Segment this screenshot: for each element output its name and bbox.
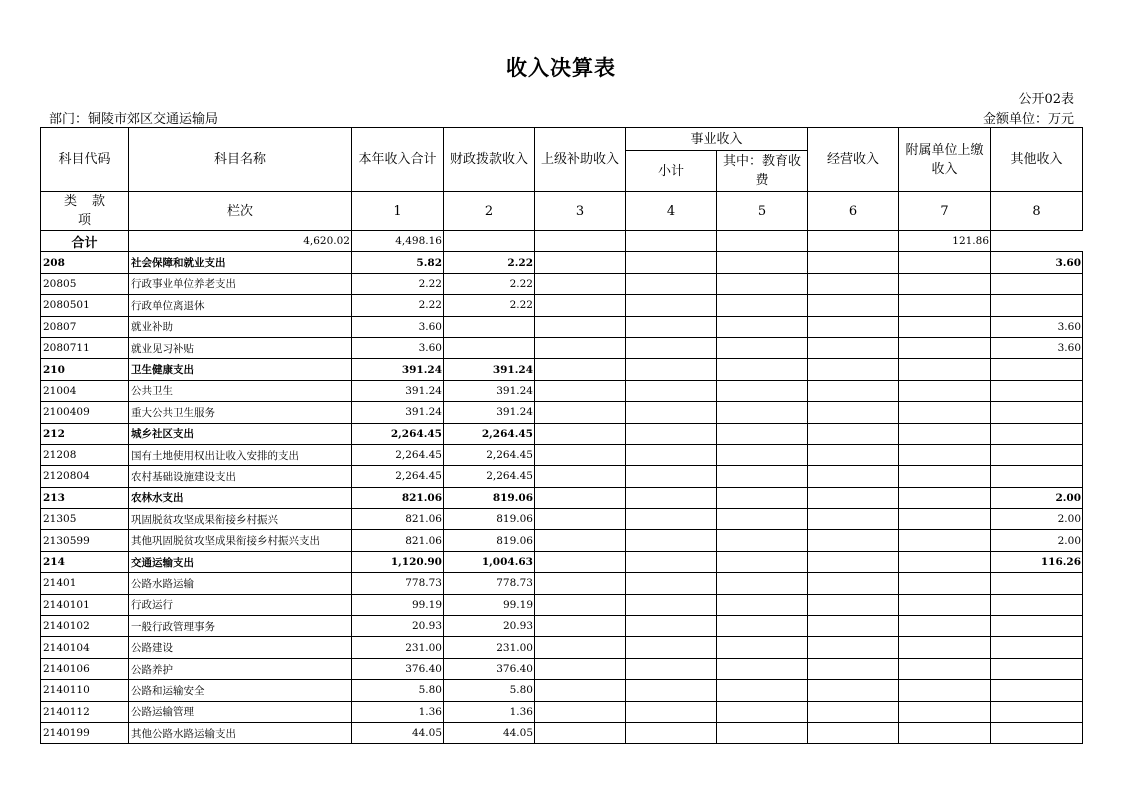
subject-name: 公路运输管理 [129, 701, 352, 722]
subject-name: 重大公共卫生服务 [129, 402, 352, 423]
empty-cell [535, 573, 626, 594]
subject-code: 213 [41, 487, 129, 508]
empty-cell [899, 573, 991, 594]
total-fiscal-value: 4,498.16 [352, 231, 444, 252]
subject-name: 其他巩固脱贫攻坚成果衔接乡村振兴支出 [129, 530, 352, 551]
empty-cell [808, 295, 899, 316]
fiscal-value: 2.22 [444, 295, 535, 316]
total-value: 44.05 [352, 722, 444, 743]
fiscal-value: 44.05 [444, 722, 535, 743]
empty-cell [808, 466, 899, 487]
fiscal-value: 819.06 [444, 509, 535, 530]
total-value: 2,264.45 [352, 423, 444, 444]
empty-cell [626, 466, 717, 487]
empty-cell [808, 551, 899, 572]
empty-cell [808, 658, 899, 679]
subject-code: 2080501 [41, 295, 129, 316]
empty-cell [899, 487, 991, 508]
total-other-value: 121.86 [899, 231, 991, 252]
empty-cell [626, 551, 717, 572]
table-row [41, 273, 1083, 294]
other-value [991, 680, 1083, 701]
table-row [41, 530, 1083, 551]
empty-cell [899, 551, 991, 572]
total-value: 231.00 [352, 637, 444, 658]
empty-cell [808, 252, 899, 273]
empty-cell [535, 402, 626, 423]
fiscal-value [444, 337, 535, 358]
empty-cell [535, 701, 626, 722]
empty-cell [535, 637, 626, 658]
other-value: 2.00 [991, 509, 1083, 530]
total-value: 391.24 [352, 402, 444, 423]
table-row [41, 701, 1083, 722]
fiscal-value: 1,004.63 [444, 551, 535, 572]
empty-cell [808, 231, 899, 252]
empty-cell [535, 594, 626, 615]
subject-code: 208 [41, 252, 129, 273]
empty-cell [808, 380, 899, 401]
subject-code: 2140102 [41, 616, 129, 637]
empty-cell [808, 359, 899, 380]
total-value: 778.73 [352, 573, 444, 594]
header-col6: 6 [808, 192, 899, 231]
empty-cell [626, 273, 717, 294]
empty-cell [626, 402, 717, 423]
header-fiscal: 财政拨款收入 [444, 128, 535, 192]
fiscal-value: 2.22 [444, 273, 535, 294]
empty-cell [899, 680, 991, 701]
empty-cell [899, 530, 991, 551]
empty-cell [535, 466, 626, 487]
other-value: 116.26 [991, 551, 1083, 572]
fiscal-value: 376.40 [444, 658, 535, 679]
header-col1: 1 [352, 192, 444, 231]
subject-name: 公路水路运输 [129, 573, 352, 594]
subject-code: 2100409 [41, 402, 129, 423]
empty-cell [717, 423, 808, 444]
empty-cell [717, 509, 808, 530]
subject-code: 21004 [41, 380, 129, 401]
other-value [991, 637, 1083, 658]
empty-cell [444, 231, 535, 252]
header-col5: 5 [717, 192, 808, 231]
empty-cell [717, 295, 808, 316]
empty-cell [535, 380, 626, 401]
header-category-cells [41, 192, 129, 231]
other-value [991, 701, 1083, 722]
table-row [41, 316, 1083, 337]
empty-cell [626, 359, 717, 380]
subject-code: 210 [41, 359, 129, 380]
table-row [41, 359, 1083, 380]
empty-cell [717, 616, 808, 637]
subject-code: 2140106 [41, 658, 129, 679]
empty-cell [626, 295, 717, 316]
total-value: 391.24 [352, 359, 444, 380]
header-kuan: 款 [91, 194, 105, 209]
other-value [991, 594, 1083, 615]
empty-cell [899, 359, 991, 380]
empty-cell [626, 637, 717, 658]
empty-cell [717, 658, 808, 679]
subject-name: 公路和运输安全 [129, 680, 352, 701]
header-lei: 类 [63, 194, 77, 209]
other-value: 3.60 [991, 252, 1083, 273]
empty-cell [717, 680, 808, 701]
table-row [41, 722, 1083, 743]
total-value: 1.36 [352, 701, 444, 722]
empty-cell [717, 637, 808, 658]
empty-cell [717, 380, 808, 401]
total-value: 5.80 [352, 680, 444, 701]
fiscal-value: 2.22 [444, 252, 535, 273]
total-value: 821.06 [352, 487, 444, 508]
table-row [41, 594, 1083, 615]
fiscal-value: 2,264.45 [444, 444, 535, 465]
empty-cell [808, 337, 899, 358]
empty-cell [808, 637, 899, 658]
empty-cell [899, 252, 991, 273]
empty-cell [535, 316, 626, 337]
empty-cell [899, 637, 991, 658]
empty-cell [626, 252, 717, 273]
subject-code: 20807 [41, 316, 129, 337]
empty-cell [808, 573, 899, 594]
other-value [991, 295, 1083, 316]
empty-cell [808, 316, 899, 337]
empty-cell [717, 402, 808, 423]
header-name: 科目名称 [129, 128, 352, 192]
table-row [41, 551, 1083, 572]
empty-cell [535, 487, 626, 508]
table-row [41, 466, 1083, 487]
subject-name: 国有土地使用权出让收入安排的支出 [129, 444, 352, 465]
other-value [991, 444, 1083, 465]
page-title: 收入决算表 [506, 55, 616, 80]
other-value: 3.60 [991, 316, 1083, 337]
header-code: 科目代码 [41, 128, 129, 192]
total-income-value: 4,620.02 [129, 231, 352, 252]
subject-name: 卫生健康支出 [129, 359, 352, 380]
total-value: 2,264.45 [352, 444, 444, 465]
empty-cell [717, 594, 808, 615]
header-operating: 经营收入 [808, 128, 899, 192]
empty-cell [626, 380, 717, 401]
subject-name: 农村基础设施建设支出 [129, 466, 352, 487]
table-row [41, 444, 1083, 465]
fiscal-value: 778.73 [444, 573, 535, 594]
subject-code: 214 [41, 551, 129, 572]
total-value: 376.40 [352, 658, 444, 679]
empty-cell [808, 273, 899, 294]
empty-cell [899, 594, 991, 615]
header-col8: 8 [991, 192, 1083, 231]
unit-label: 金额单位：万元 [982, 112, 1074, 127]
table-row [41, 252, 1083, 273]
table-row [41, 487, 1083, 508]
total-value: 821.06 [352, 530, 444, 551]
header-affiliated: 附属单位上缴收入 [899, 128, 991, 192]
empty-cell [899, 316, 991, 337]
subject-code: 21401 [41, 573, 129, 594]
total-label: 合计 [41, 231, 129, 252]
empty-cell [535, 337, 626, 358]
table-row [41, 337, 1083, 358]
other-value: 2.00 [991, 530, 1083, 551]
empty-cell [626, 231, 717, 252]
subject-code: 2080711 [41, 337, 129, 358]
subject-name: 农林水支出 [129, 487, 352, 508]
fiscal-value: 2,264.45 [444, 466, 535, 487]
total-value: 3.60 [352, 316, 444, 337]
header-superior: 上级补助收入 [535, 128, 626, 192]
table-row [41, 658, 1083, 679]
empty-cell [535, 680, 626, 701]
total-value: 1,120.90 [352, 551, 444, 572]
subject-name: 城乡社区支出 [129, 423, 352, 444]
empty-cell [535, 530, 626, 551]
fiscal-value: 231.00 [444, 637, 535, 658]
total-value: 391.24 [352, 380, 444, 401]
empty-cell [535, 509, 626, 530]
total-value: 2,264.45 [352, 466, 444, 487]
empty-cell [717, 722, 808, 743]
subject-code: 212 [41, 423, 129, 444]
fiscal-value: 1.36 [444, 701, 535, 722]
empty-cell [626, 530, 717, 551]
subject-code: 2140110 [41, 680, 129, 701]
header-col3: 3 [535, 192, 626, 231]
empty-cell [626, 337, 717, 358]
header-other: 其他收入 [991, 128, 1083, 192]
total-row [41, 231, 1083, 252]
form-number: 公开02表 [1018, 92, 1074, 107]
subject-name: 交通运输支出 [129, 551, 352, 572]
total-value: 5.82 [352, 252, 444, 273]
total-value: 2.22 [352, 273, 444, 294]
empty-cell [808, 509, 899, 530]
subject-code: 2130599 [41, 530, 129, 551]
empty-cell [899, 402, 991, 423]
fiscal-value: 5.80 [444, 680, 535, 701]
empty-cell [626, 722, 717, 743]
empty-cell [535, 444, 626, 465]
empty-cell [717, 316, 808, 337]
fiscal-value: 819.06 [444, 530, 535, 551]
fiscal-value: 391.24 [444, 402, 535, 423]
empty-cell [535, 231, 626, 252]
empty-cell [899, 444, 991, 465]
empty-cell [626, 658, 717, 679]
empty-cell [899, 337, 991, 358]
fiscal-value: 391.24 [444, 359, 535, 380]
empty-cell [626, 573, 717, 594]
empty-cell [899, 658, 991, 679]
subject-code: 21208 [41, 444, 129, 465]
empty-cell [626, 423, 717, 444]
subject-name: 巩固脱贫攻坚成果衔接乡村振兴 [129, 509, 352, 530]
subject-name: 就业补助 [129, 316, 352, 337]
income-table [40, 127, 1083, 744]
total-value: 821.06 [352, 509, 444, 530]
empty-cell [808, 530, 899, 551]
subject-name: 行政运行 [129, 594, 352, 615]
other-value [991, 423, 1083, 444]
empty-cell [717, 573, 808, 594]
subject-code: 2140112 [41, 701, 129, 722]
table-row [41, 295, 1083, 316]
fiscal-value: 99.19 [444, 594, 535, 615]
other-value [991, 380, 1083, 401]
empty-cell [808, 423, 899, 444]
empty-cell [899, 466, 991, 487]
empty-cell [717, 444, 808, 465]
subject-name: 社会保障和就业支出 [129, 252, 352, 273]
empty-cell [626, 509, 717, 530]
empty-cell [899, 722, 991, 743]
subject-code: 20805 [41, 273, 129, 294]
empty-cell [535, 295, 626, 316]
empty-cell [626, 594, 717, 615]
other-value [991, 658, 1083, 679]
empty-cell [535, 722, 626, 743]
other-value [991, 722, 1083, 743]
empty-cell [626, 701, 717, 722]
header-lanci: 栏次 [129, 192, 352, 231]
header-col7: 7 [899, 192, 991, 231]
empty-cell [717, 337, 808, 358]
empty-cell [899, 509, 991, 530]
fiscal-value: 20.93 [444, 616, 535, 637]
empty-cell [899, 295, 991, 316]
empty-cell [717, 359, 808, 380]
subject-code: 2120804 [41, 466, 129, 487]
subject-name: 其他公路水路运输支出 [129, 722, 352, 743]
other-value: 3.60 [991, 337, 1083, 358]
empty-cell [626, 616, 717, 637]
total-value: 2.22 [352, 295, 444, 316]
header-col2: 2 [444, 192, 535, 231]
empty-cell [717, 231, 808, 252]
table-row [41, 573, 1083, 594]
subject-code: 2140199 [41, 722, 129, 743]
empty-cell [808, 722, 899, 743]
other-value [991, 616, 1083, 637]
header-xiang: 项 [77, 213, 91, 228]
table-row [41, 402, 1083, 423]
empty-cell [808, 444, 899, 465]
other-value [991, 402, 1083, 423]
department-label: 部门：铜陵市郊区交通运输局 [49, 112, 219, 127]
total-value: 99.19 [352, 594, 444, 615]
empty-cell [808, 594, 899, 615]
subject-name: 公路养护 [129, 658, 352, 679]
header-career: 事业收入 [626, 128, 808, 151]
empty-cell [717, 701, 808, 722]
empty-cell [808, 487, 899, 508]
empty-cell [535, 359, 626, 380]
empty-cell [535, 252, 626, 273]
empty-cell [717, 551, 808, 572]
empty-cell [535, 551, 626, 572]
subject-code: 21305 [41, 509, 129, 530]
subject-name: 公路建设 [129, 637, 352, 658]
header-total-income: 本年收入合计 [352, 128, 444, 192]
empty-cell [535, 658, 626, 679]
empty-cell [717, 466, 808, 487]
table-row [41, 637, 1083, 658]
total-value: 3.60 [352, 337, 444, 358]
empty-cell [808, 402, 899, 423]
table-row [41, 380, 1083, 401]
empty-cell [535, 616, 626, 637]
total-value: 20.93 [352, 616, 444, 637]
other-value [991, 273, 1083, 294]
empty-cell [899, 423, 991, 444]
empty-cell [535, 423, 626, 444]
subject-name: 就业见习补贴 [129, 337, 352, 358]
fiscal-value: 2,264.45 [444, 423, 535, 444]
subject-name: 行政事业单位养老支出 [129, 273, 352, 294]
other-value: 2.00 [991, 487, 1083, 508]
empty-cell [626, 444, 717, 465]
other-value [991, 573, 1083, 594]
fiscal-value: 391.24 [444, 380, 535, 401]
empty-cell [717, 487, 808, 508]
empty-cell [535, 273, 626, 294]
empty-cell [717, 530, 808, 551]
subject-name: 一般行政管理事务 [129, 616, 352, 637]
empty-cell [899, 380, 991, 401]
empty-cell [626, 316, 717, 337]
other-value [991, 359, 1083, 380]
other-value [991, 466, 1083, 487]
header-subtotal: 小计 [626, 151, 717, 192]
table-row [41, 509, 1083, 530]
subject-name: 行政单位离退休 [129, 295, 352, 316]
table-row [41, 616, 1083, 637]
subject-code: 2140101 [41, 594, 129, 615]
empty-cell [626, 680, 717, 701]
empty-cell [626, 487, 717, 508]
empty-cell [899, 616, 991, 637]
subject-name: 公共卫生 [129, 380, 352, 401]
header-education: 其中：教育收费 [717, 151, 808, 192]
empty-cell [717, 252, 808, 273]
fiscal-value [444, 316, 535, 337]
header-col4: 4 [626, 192, 717, 231]
empty-cell [808, 701, 899, 722]
empty-cell [899, 701, 991, 722]
table-row [41, 423, 1083, 444]
empty-cell [899, 273, 991, 294]
empty-cell [717, 273, 808, 294]
fiscal-value: 819.06 [444, 487, 535, 508]
subject-code: 2140104 [41, 637, 129, 658]
empty-cell [808, 616, 899, 637]
table-row [41, 680, 1083, 701]
empty-cell [808, 680, 899, 701]
